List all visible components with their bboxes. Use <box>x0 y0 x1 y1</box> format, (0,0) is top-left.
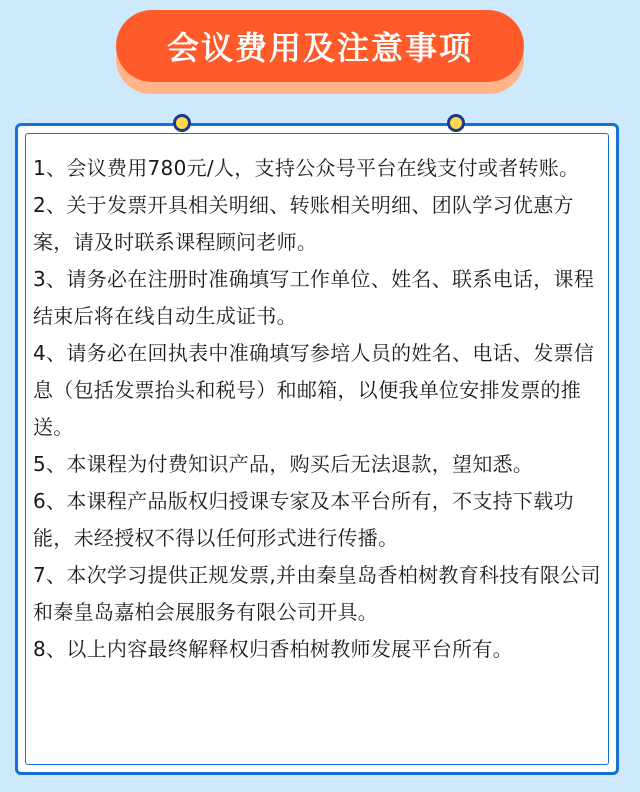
note-item-2: 2、关于发票开具相关明细、转账相关明细、团队学习优惠方案，请及时联系课程顾问老师。 <box>33 193 574 254</box>
note-item-3: 3、请务必在注册时准确填写工作单位、姓名、联系电话，课程结束后将在线自动生成证书。 <box>33 267 595 328</box>
note-item-6: 6、本课程产品版权归授课专家及本平台所有，不支持下载功能，未经授权不得以任何形式进行传播。 <box>33 489 574 550</box>
note-item-1: 1、会议费用780元/人，支持公众号平台在线支付或者转账。 <box>33 156 580 180</box>
pin-left-icon <box>173 114 191 132</box>
pin-right-icon <box>447 114 465 132</box>
note-item-4: 4、请务必在回执表中准确填写参培人员的姓名、电话、发票信息（包括发票抬头和税号）和邮箱，以便我单位安排发票的推送。 <box>33 341 595 439</box>
note-item-5: 5、本课程为付费知识产品，购买后无法退款，望知悉。 <box>33 452 534 476</box>
note-item-7: 7、本次学习提供正规发票,并由秦皇岛香柏树教育科技有限公司和秦皇岛嘉柏会展服务有限公司开具。 <box>33 563 601 624</box>
title-banner <box>116 10 524 94</box>
note-item-8: 8、以上内容最终解释权归香柏树教师发展平台所有。 <box>33 637 513 661</box>
notes-list <box>33 150 609 668</box>
page-title: 会议费用及注意事项 <box>166 29 473 67</box>
title-pill <box>116 10 524 82</box>
